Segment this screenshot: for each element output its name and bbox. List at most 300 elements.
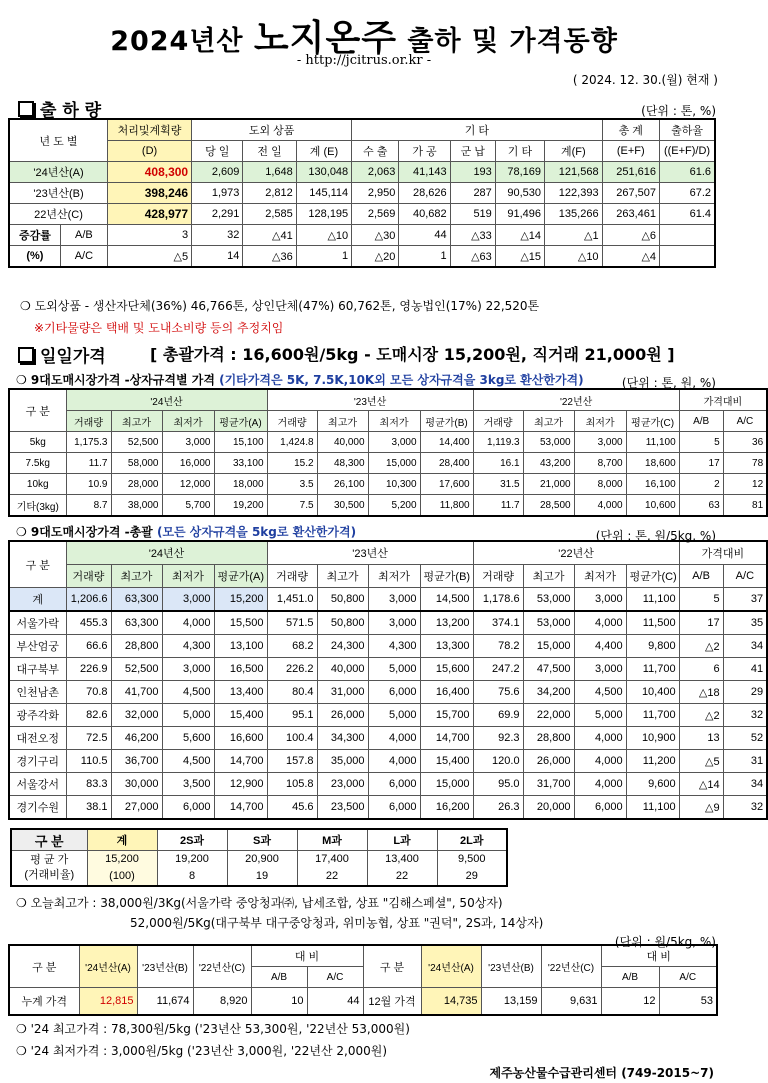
cell: 226.9 xyxy=(66,658,111,681)
cell: 63,300 xyxy=(111,611,162,635)
cell: 10,600 xyxy=(626,495,679,517)
cell: 3,000 xyxy=(162,588,214,612)
cell: 2,063 xyxy=(352,162,399,183)
cell: 40,000 xyxy=(317,658,368,681)
cell: 13,200 xyxy=(420,611,473,635)
cell: 17 xyxy=(679,611,723,635)
cell: 36 xyxy=(723,432,767,453)
table-row xyxy=(9,225,715,246)
cell: 80.4 xyxy=(267,681,317,704)
cell: 40,000 xyxy=(317,432,368,453)
shipment-etc-note: ※기타물량은 택배 및 도내소비량 등의 추정치임 xyxy=(34,321,284,335)
cell: 1,648 xyxy=(243,162,296,183)
cell: 120.0 xyxy=(473,750,523,773)
cell: 5,000 xyxy=(162,704,214,727)
grade-header: 계 xyxy=(87,829,157,851)
cell: 571.5 xyxy=(267,611,317,635)
cell: △30 xyxy=(352,225,399,246)
sub-header: 평균가(C) xyxy=(626,565,679,588)
cell: 27,000 xyxy=(111,796,162,820)
cell: 14,500 xyxy=(420,588,473,612)
cell: 17,600 xyxy=(420,474,473,495)
cell: 15,400 xyxy=(420,750,473,773)
sub-header: 전 일 xyxy=(243,141,296,162)
cell: 15,500 xyxy=(214,611,267,635)
cell: 130,048 xyxy=(296,162,351,183)
cell: 8,700 xyxy=(574,453,626,474)
site-url[interactable]: - http://jcitrus.or.kr - xyxy=(296,53,432,68)
cell: 47,500 xyxy=(523,658,574,681)
plan-cell: 408,300 xyxy=(107,162,191,183)
cell: 2,812 xyxy=(243,183,296,204)
table-row xyxy=(9,246,715,268)
cell: 3 xyxy=(107,225,191,246)
cell: 11,700 xyxy=(626,704,679,727)
cell: 34,300 xyxy=(317,727,368,750)
cell: 34 xyxy=(723,773,767,796)
grade-row-label: 평 균 가 (거래비율) xyxy=(11,851,87,887)
cell: 5,000 xyxy=(368,704,420,727)
grade-header: 구 분 xyxy=(11,829,87,851)
cmp-pct-label: (%) xyxy=(9,246,60,268)
col-24-header: '24년산(A) xyxy=(79,945,137,988)
cell: 247.2 xyxy=(473,658,523,681)
cell: 4,000 xyxy=(368,727,420,750)
year-header: '24년산 xyxy=(66,541,267,565)
table-row xyxy=(9,635,767,658)
col-div-header: 구 분 xyxy=(9,389,66,432)
table-row xyxy=(9,183,715,204)
cell: 66.6 xyxy=(66,635,111,658)
cell: 3,000 xyxy=(574,588,626,612)
cell: 15,700 xyxy=(420,704,473,727)
cell: 11,800 xyxy=(420,495,473,517)
cell: 63 xyxy=(679,495,723,517)
col-23-header: '23년산(B) xyxy=(137,945,193,988)
row-label: 10kg xyxy=(9,474,66,495)
cell: 72.5 xyxy=(66,727,111,750)
sub-header: 최고가 xyxy=(111,565,162,588)
cell: 3,000 xyxy=(368,611,420,635)
sub-header: 최저가 xyxy=(162,565,214,588)
cell: 83.3 xyxy=(66,773,111,796)
cell: 11,700 xyxy=(626,658,679,681)
cell: 2,609 xyxy=(192,162,243,183)
col-total-header-ef: (E+F) xyxy=(602,141,659,162)
sub-header: 거래량 xyxy=(267,411,317,432)
cell: 12,000 xyxy=(162,474,214,495)
cell: 3,000 xyxy=(574,658,626,681)
cell xyxy=(660,225,715,246)
sub-header: 평균가(C) xyxy=(626,411,679,432)
cell: 4,400 xyxy=(574,635,626,658)
cell: 193 xyxy=(450,162,495,183)
cell: 1,178.6 xyxy=(473,588,523,612)
sub-header: 평균가(A) xyxy=(214,565,267,588)
table-row xyxy=(9,750,767,773)
cell: 11,100 xyxy=(626,796,679,820)
cell: 2,585 xyxy=(243,204,296,225)
sub-header: 평균가(A) xyxy=(214,411,267,432)
grade-header: L과 xyxy=(367,829,437,851)
col-div-header: 구 분 xyxy=(9,541,66,588)
cell: 53,000 xyxy=(523,611,574,635)
grade-avg: 13,400 xyxy=(367,851,437,868)
row-label: 서울강서 xyxy=(9,773,66,796)
cell: 3,000 xyxy=(368,432,420,453)
cell: 50,800 xyxy=(317,588,368,612)
cell: 14,735 xyxy=(421,988,481,1016)
cell: 226.2 xyxy=(267,658,317,681)
cell: 26.3 xyxy=(473,796,523,820)
cell: 1,451.0 xyxy=(267,588,317,612)
cell: 5 xyxy=(679,588,723,612)
cell: △20 xyxy=(352,246,399,268)
row-label: 서울가락 xyxy=(9,611,66,635)
cell: △41 xyxy=(243,225,296,246)
cmp-header: 가격대비 xyxy=(679,541,767,565)
cell: 519 xyxy=(450,204,495,225)
cell: 3,000 xyxy=(162,432,214,453)
cmp-label: 증감률 xyxy=(9,225,60,246)
col-year-header: 년 도 별 xyxy=(9,119,107,162)
max-price-note: ❍ '24 최고가격 : 78,300원/5kg ('23년산 53,300원, '22년산 53,000원) xyxy=(16,1022,410,1036)
market-price-table xyxy=(8,540,768,820)
cell: 16,500 xyxy=(214,658,267,681)
cell: 43,200 xyxy=(523,453,574,474)
cell: 3,000 xyxy=(368,588,420,612)
sub-header: 최저가 xyxy=(368,411,420,432)
cell: 2,291 xyxy=(192,204,243,225)
today-high-note-1: ❍ 오늘최고가 : 38,000원/3Kg(서울가락 중앙청과㈜, 납세조합, 상표 "김해스페셜", 50상자) xyxy=(16,896,503,910)
cell: 23,000 xyxy=(317,773,368,796)
cell: 1 xyxy=(296,246,351,268)
daily-summary: [ 총괄가격 : 16,600원/5kg - 도매시장 15,200원, 직거래 21,000원 ] xyxy=(150,345,675,364)
cell: 78.2 xyxy=(473,635,523,658)
col-total-header: 총 계 xyxy=(602,119,659,141)
cell: 52,500 xyxy=(111,432,162,453)
col-rate-header: 출하율 xyxy=(660,119,715,141)
cell: 38,000 xyxy=(111,495,162,517)
grade-ratio: 29 xyxy=(437,868,507,886)
cell: 10.9 xyxy=(66,474,111,495)
row-label: '23년산(B) xyxy=(9,183,107,204)
cell: 15,600 xyxy=(420,658,473,681)
cell: 11,500 xyxy=(626,611,679,635)
sub-header: 가 공 xyxy=(399,141,450,162)
size-price-table xyxy=(8,388,768,517)
year-header: '24년산 xyxy=(66,389,267,411)
cell: 1,206.6 xyxy=(66,588,111,612)
sub-header: 거래량 xyxy=(66,411,111,432)
row-label: 경기수원 xyxy=(9,796,66,820)
cell: 16,100 xyxy=(626,474,679,495)
cell: 2 xyxy=(679,474,723,495)
sub-header: 계 (E) xyxy=(296,141,351,162)
cell: 28,800 xyxy=(111,635,162,658)
cell: 81 xyxy=(723,495,767,517)
col-div-header: 구 분 xyxy=(363,945,421,988)
cell: 29 xyxy=(723,681,767,704)
grade-ratio: 22 xyxy=(367,868,437,886)
cell: 3,500 xyxy=(162,773,214,796)
cell: 32 xyxy=(192,225,243,246)
cell: 100.4 xyxy=(267,727,317,750)
table-row xyxy=(9,432,767,453)
sub-header: A/C xyxy=(723,411,767,432)
cell: 8,000 xyxy=(574,474,626,495)
checkbox-square-icon xyxy=(18,101,34,117)
sub-header: 거래량 xyxy=(66,565,111,588)
cell: 40,682 xyxy=(399,204,450,225)
sub-header: 평균가(B) xyxy=(420,565,473,588)
market-table-title: ❍ 9대도매시장가격 -총괄 (모든 상자규격을 5kg로 환산한가격) xyxy=(16,525,357,539)
cell: 48,300 xyxy=(317,453,368,474)
grade-avg: 15,200 xyxy=(87,851,157,868)
cell: 31,700 xyxy=(523,773,574,796)
cell: 10,300 xyxy=(368,474,420,495)
col-rate-header-formula: ((E+F)/D) xyxy=(660,141,715,162)
table-row xyxy=(9,495,767,517)
table-row xyxy=(9,796,767,820)
cell: 16,600 xyxy=(214,727,267,750)
cell: 9,600 xyxy=(626,773,679,796)
cell: 31,000 xyxy=(317,681,368,704)
market-table-unit: (단위 : 톤, 원/5kg, %) xyxy=(595,529,716,543)
cell: 95.1 xyxy=(267,704,317,727)
cell: 28,800 xyxy=(523,727,574,750)
cell: 41 xyxy=(723,658,767,681)
cell: 1,973 xyxy=(192,183,243,204)
cell: 17 xyxy=(679,453,723,474)
grade-avg: 20,900 xyxy=(227,851,297,868)
row-label: 경기구리 xyxy=(9,750,66,773)
sub-header: 거래량 xyxy=(267,565,317,588)
cell: 16,400 xyxy=(420,681,473,704)
grade-header: 2L과 xyxy=(437,829,507,851)
cell: 68.2 xyxy=(267,635,317,658)
cell: 45.6 xyxy=(267,796,317,820)
cell: 37 xyxy=(723,588,767,612)
cell: 58,000 xyxy=(111,453,162,474)
table-row xyxy=(9,611,767,635)
sub-header: 기 타 xyxy=(495,141,544,162)
cell: 5 xyxy=(679,432,723,453)
cell: 18,000 xyxy=(214,474,267,495)
row-label: 계 xyxy=(9,588,66,612)
today-high-note-2: 52,000원/5Kg(대구북부 대구중앙청과, 위미농협, 상표 "권덕", 2S과, 14상자) xyxy=(130,916,544,930)
sub-header: A/C xyxy=(659,967,717,988)
cell: 7.5 xyxy=(267,495,317,517)
cell: 14,400 xyxy=(420,432,473,453)
cell: 13,300 xyxy=(420,635,473,658)
cell: 28,400 xyxy=(420,453,473,474)
cell: 63,300 xyxy=(111,588,162,612)
cell: 1,175.3 xyxy=(66,432,111,453)
sub-header: 최저가 xyxy=(162,411,214,432)
cell: 11.7 xyxy=(473,495,523,517)
cell: 267,507 xyxy=(602,183,659,204)
table-row xyxy=(9,588,767,612)
cell: 12 xyxy=(723,474,767,495)
table-row xyxy=(9,773,767,796)
shipment-unit: (단위 : 톤, %) xyxy=(641,104,716,118)
cell: 4,500 xyxy=(574,681,626,704)
shipment-section-title: 출 하 량 xyxy=(18,96,101,121)
cell: 52,500 xyxy=(111,658,162,681)
grade-header: 2S과 xyxy=(157,829,227,851)
cell: 13,159 xyxy=(481,988,541,1016)
as-of-date: ( 2024. 12. 30.(월) 현재 ) xyxy=(572,73,718,87)
grade-avg: 9,500 xyxy=(437,851,507,868)
daily-price-section-title: 일일가격 xyxy=(18,342,106,367)
cell: 6 xyxy=(679,658,723,681)
cell: 78,169 xyxy=(495,162,544,183)
cell: 110.5 xyxy=(66,750,111,773)
cell: 95.0 xyxy=(473,773,523,796)
row-label: 22년산(C) xyxy=(9,204,107,225)
row-label: 대전오정 xyxy=(9,727,66,750)
row-label: 12월 가격 xyxy=(363,988,421,1016)
cell: 32 xyxy=(723,704,767,727)
cell: △36 xyxy=(243,246,296,268)
cell: 82.6 xyxy=(66,704,111,727)
cell: 14,700 xyxy=(214,750,267,773)
cell: 22,000 xyxy=(523,704,574,727)
cell: 53,000 xyxy=(523,588,574,612)
cell: 16,200 xyxy=(420,796,473,820)
cell: 15,000 xyxy=(368,453,420,474)
cell: 2,569 xyxy=(352,204,399,225)
grade-ratio: 8 xyxy=(157,868,227,886)
cell: 28,626 xyxy=(399,183,450,204)
sub-header: A/C xyxy=(307,967,363,988)
sub-header: 최저가 xyxy=(574,565,626,588)
cell: 34,200 xyxy=(523,681,574,704)
cell: 53,000 xyxy=(523,432,574,453)
sub-header: A/B xyxy=(679,565,723,588)
cell: △15 xyxy=(495,246,544,268)
cell: △63 xyxy=(450,246,495,268)
cell: 19,200 xyxy=(214,495,267,517)
row-label: 광주각화 xyxy=(9,704,66,727)
cell: 4,500 xyxy=(162,681,214,704)
cell: 11,200 xyxy=(626,750,679,773)
table-row xyxy=(9,681,767,704)
cell: 3,000 xyxy=(574,432,626,453)
plan-cell: 398,246 xyxy=(107,183,191,204)
year-header: '22년산 xyxy=(473,389,679,411)
cell: 33,100 xyxy=(214,453,267,474)
cell: 32,000 xyxy=(111,704,162,727)
cell: 287 xyxy=(450,183,495,204)
cell: 6,000 xyxy=(368,681,420,704)
cell: 10,900 xyxy=(626,727,679,750)
sub-header: 최고가 xyxy=(523,565,574,588)
cell: 4,000 xyxy=(574,773,626,796)
col-plan-header: 처리및계획량 xyxy=(107,119,191,141)
cell: 4,000 xyxy=(574,611,626,635)
cell: 75.6 xyxy=(473,681,523,704)
sub-header: 최저가 xyxy=(574,411,626,432)
col-plan-header-d: (D) xyxy=(107,141,191,162)
cell: 28,000 xyxy=(111,474,162,495)
cell: △10 xyxy=(545,246,603,268)
cell: 31 xyxy=(723,750,767,773)
cell: 2,950 xyxy=(352,183,399,204)
grade-ratio: (100) xyxy=(87,868,157,886)
cell: 10 xyxy=(251,988,307,1016)
cell: △18 xyxy=(679,681,723,704)
col-23-header: '23년산(B) xyxy=(481,945,541,988)
year-header: '23년산 xyxy=(267,389,473,411)
table-row xyxy=(9,727,767,750)
year-header: '22년산 xyxy=(473,541,679,565)
sub-header: 군 납 xyxy=(450,141,495,162)
cell: 4,000 xyxy=(368,750,420,773)
cell: 4,000 xyxy=(574,495,626,517)
cell: 15.2 xyxy=(267,453,317,474)
plan-cell: 428,977 xyxy=(107,204,191,225)
row-label: 부산엄궁 xyxy=(9,635,66,658)
cell: 35 xyxy=(723,611,767,635)
cell: 8,920 xyxy=(193,988,251,1016)
cell: 50,800 xyxy=(317,611,368,635)
cell: 14,700 xyxy=(420,727,473,750)
sub-header: A/B xyxy=(679,411,723,432)
col-22-header: '22년산(C) xyxy=(193,945,251,988)
checkbox-square-icon xyxy=(18,347,34,363)
cell: 1,424.8 xyxy=(267,432,317,453)
cell: △10 xyxy=(296,225,351,246)
cell: 374.1 xyxy=(473,611,523,635)
cell: 92.3 xyxy=(473,727,523,750)
cell: 14,700 xyxy=(214,796,267,820)
cell: 8.7 xyxy=(66,495,111,517)
grade-table xyxy=(10,828,508,887)
cell: 13,400 xyxy=(214,681,267,704)
row-label: 5kg xyxy=(9,432,66,453)
cell: 23,500 xyxy=(317,796,368,820)
cell: 6,000 xyxy=(368,773,420,796)
cell: △5 xyxy=(679,750,723,773)
col-etc-header: 기 타 xyxy=(352,119,602,141)
cell: 15,000 xyxy=(420,773,473,796)
cell: 135,266 xyxy=(545,204,603,225)
cell: 4,500 xyxy=(162,750,214,773)
grade-header: M과 xyxy=(297,829,367,851)
cell: △2 xyxy=(679,635,723,658)
col-outside-header: 도외 상품 xyxy=(192,119,352,141)
cell: 28,500 xyxy=(523,495,574,517)
sub-header: 최고가 xyxy=(523,411,574,432)
cell: 26,000 xyxy=(523,750,574,773)
cell: 18,600 xyxy=(626,453,679,474)
col-div-header: 구 분 xyxy=(9,945,79,988)
grade-ratio: 22 xyxy=(297,868,367,886)
row-label: '24년산(A) xyxy=(9,162,107,183)
table-row xyxy=(9,658,767,681)
cell: 36,700 xyxy=(111,750,162,773)
shipment-table xyxy=(8,118,716,268)
cell: 20,000 xyxy=(523,796,574,820)
table-row xyxy=(9,474,767,495)
cell: △14 xyxy=(679,773,723,796)
cell: 5,200 xyxy=(368,495,420,517)
cmp-header: 대 비 xyxy=(601,945,717,967)
cell: 121,568 xyxy=(545,162,603,183)
cell: 26,100 xyxy=(317,474,368,495)
